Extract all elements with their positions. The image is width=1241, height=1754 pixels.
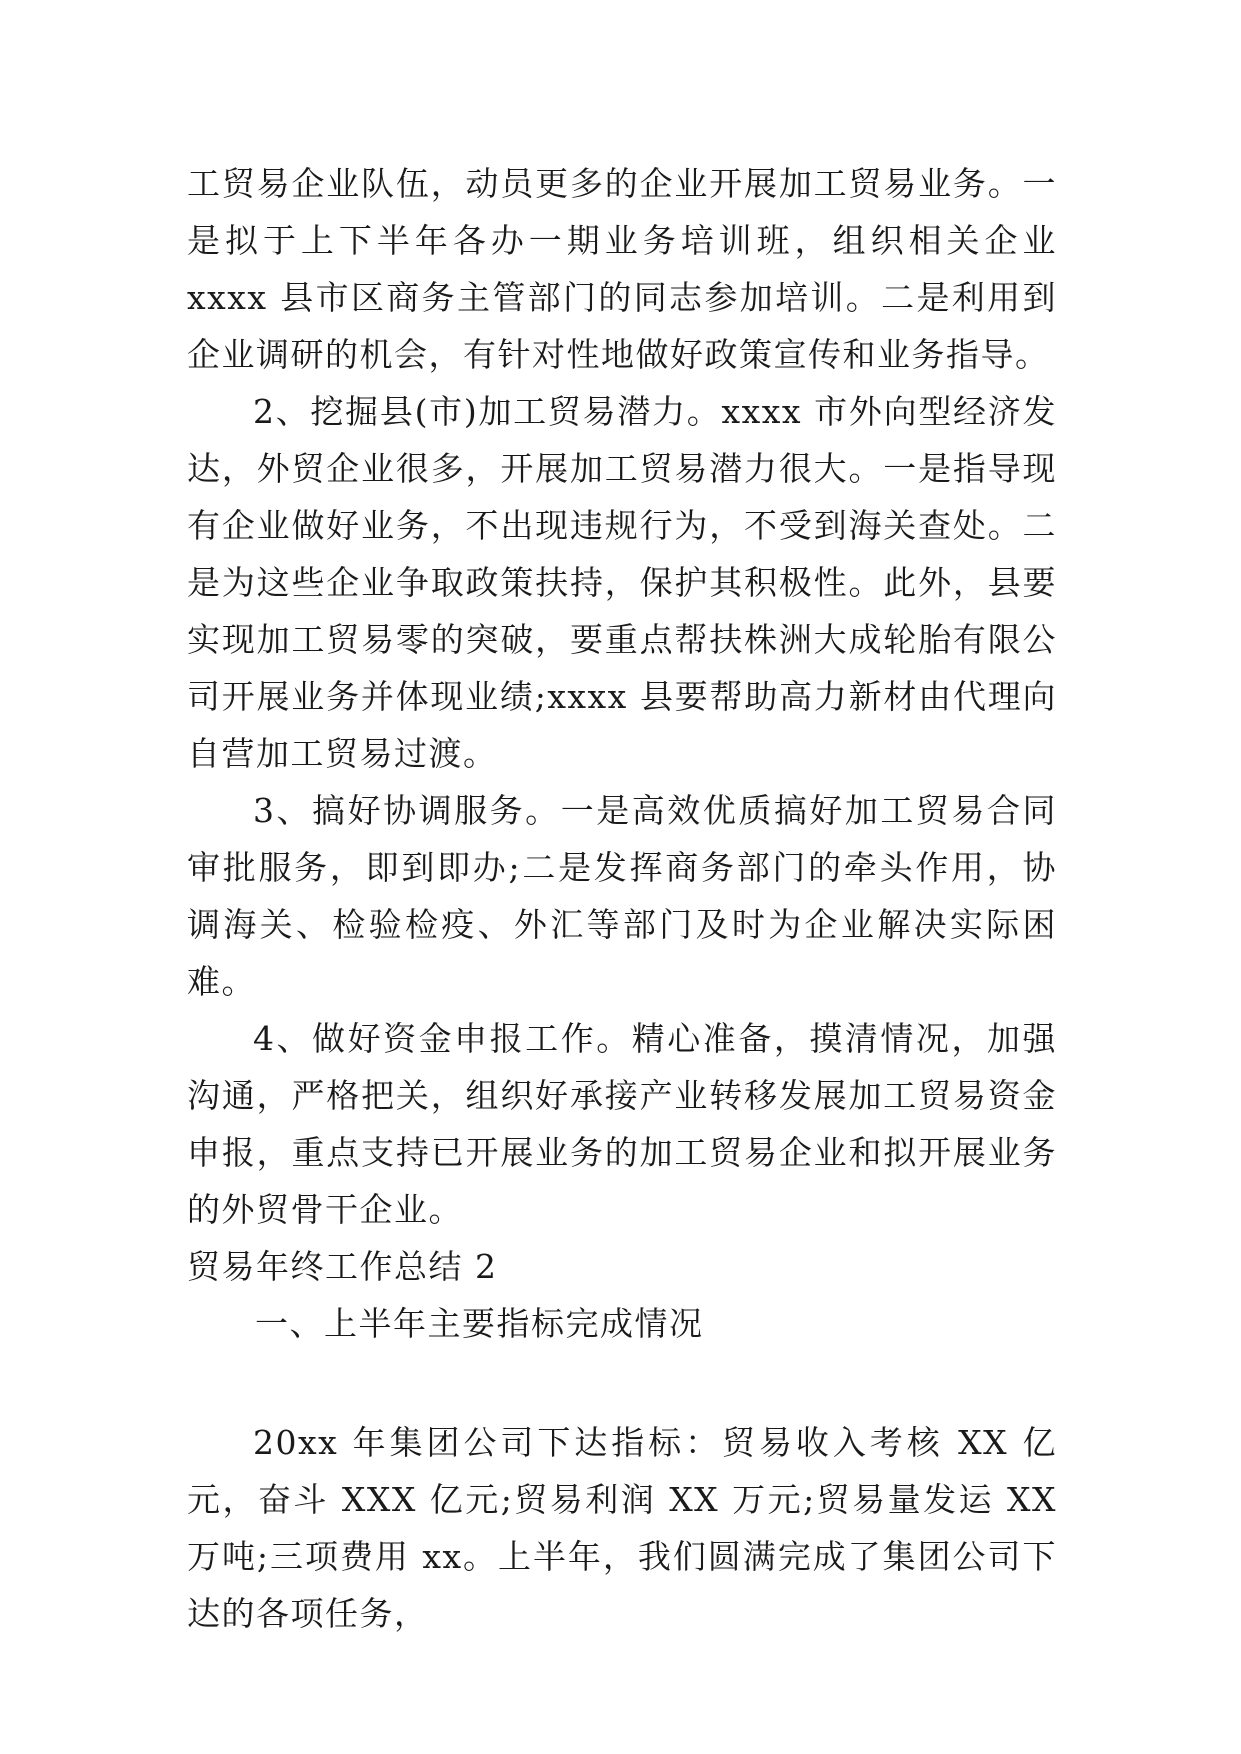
paragraph-item-2: 2、挖掘县(市)加工贸易潜力。xxxx 市外向型经济发达，外贸企业很多，开展加工贸易潜力很大。一是指导现有企业做好业务，不出现违规行为，不受到海关查处。二是为这些企业争取政策扶持，保护其积极性。此外，县要实现加工贸易零的突破，要重点帮扶株洲大成轮胎有限公司开展业务并体现业绩;xxxx 县要帮助高力新材由代理向自营加工贸易过渡。 (187, 392, 1057, 773)
section-title: 贸易年终工作总结 2 (187, 1247, 498, 1286)
paragraph-continuation: 工贸易企业队伍，动员更多的企业开展加工贸易业务。一是拟于上下半年各办一期业务培训班，组织相关企业 xxxx 县市区商务主管部门的同志参加培训。二是利用到企业调研的机会，有针对性地做好政策宣传和业务指导。 (187, 164, 1057, 374)
paragraph-item-3: 3、搞好协调服务。一是高效优质搞好加工贸易合同审批服务，即到即办;二是发挥商务部门的牵头作用，协调海关、检验检疫、外汇等部门及时为企业解决实际困难。 (187, 791, 1057, 1001)
subsection-title: 一、上半年主要指标完成情况 (255, 1304, 704, 1343)
document-body (187, 155, 1057, 1642)
paragraph-item-4: 4、做好资金申报工作。精心准备，摸清情况，加强沟通，严格把关，组织好承接产业转移发展加工贸易资金申报，重点支持已开展业务的加工贸易企业和拟开展业务的外贸骨干企业。 (187, 1019, 1057, 1229)
paragraph-indicators: 20xx 年集团公司下达指标：贸易收入考核 XX 亿元，奋斗 XXX 亿元;贸易利润 XX 万元;贸易量发运 XX 万吨;三项费用 xx。上半年，我们圆满完成了集团公司下达的各项任务， (187, 1423, 1057, 1633)
blank-space (187, 1352, 1057, 1414)
